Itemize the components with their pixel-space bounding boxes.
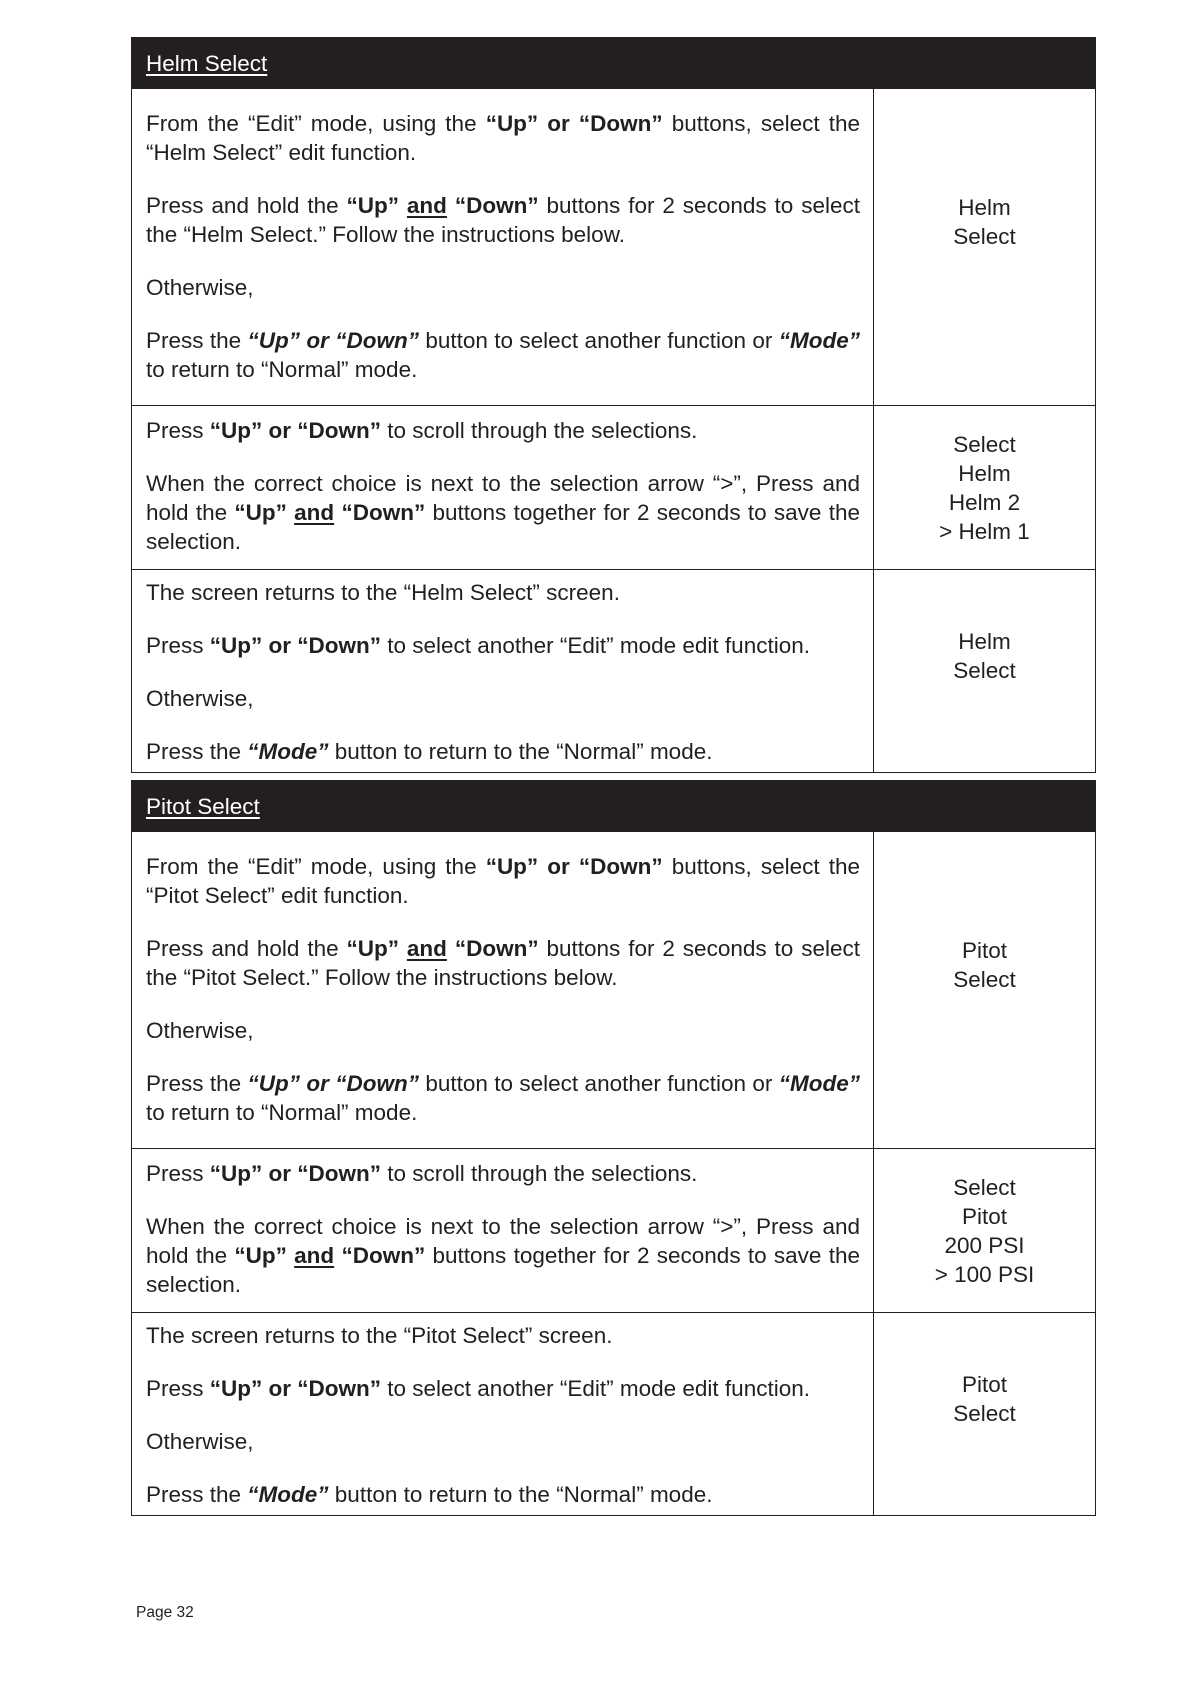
text-run: to scroll through the selections. [381,418,698,443]
button-name: “Up” [346,936,407,961]
text-run: Otherwise, [146,1429,254,1454]
instruction-paragraph [146,1374,860,1403]
text-run: button to select another function or [419,1071,779,1096]
display-screen [874,570,1095,772]
text-run: buttons together for 2 seconds to save the selection. [146,500,860,554]
display-screen [874,89,1095,405]
text-run: Press [146,1161,210,1186]
instruction-row [132,1312,1095,1515]
section-title: Pitot Select [146,794,260,819]
pitot-select-section [131,780,1096,1516]
text-run: buttons, select the “Pitot Select” edit function. [146,854,860,908]
instruction-paragraph [146,273,860,302]
emphasis-word: and [406,936,447,961]
instruction-row [132,831,1095,1148]
emphasis-word: and [294,1243,335,1268]
instruction-text [132,89,874,405]
text-run: Press the [146,739,248,764]
instruction-text [132,406,874,569]
instruction-paragraph [146,1480,860,1509]
instruction-row [132,88,1095,405]
text-run: Press the [146,1071,248,1096]
helm-select-section [131,37,1096,773]
text-run: button to return to the “Normal” mode. [328,739,713,764]
display-line: 200 PSI [944,1232,1025,1258]
text-run: to select another “Edit” mode edit function. [381,633,810,658]
display-line: Select [953,658,1016,683]
instruction-paragraph [146,469,860,556]
instruction-paragraph [146,737,860,766]
instruction-paragraph [146,191,860,249]
instruction-row [132,1148,1095,1312]
button-name: “Down” [446,193,539,218]
instruction-paragraph [146,934,860,992]
display-line: Select [953,224,1016,249]
button-name: “Up” or “Down” [209,1376,381,1401]
instruction-paragraph [146,1069,860,1127]
text-run: Press the [146,328,248,353]
button-name: “Up” or “Down” [209,418,381,443]
display-line: Helm [958,460,1011,486]
display-line: Select [953,1174,1016,1200]
instruction-text [132,832,874,1148]
display-line: Pitot [961,1372,1008,1397]
text-run: to scroll through the selections. [381,1161,698,1186]
text-run: button to return to the “Normal” mode. [328,1482,713,1507]
instruction-text [132,1149,874,1312]
section-header [132,38,1095,88]
display-line: > Helm 1 [939,518,1030,544]
section-title: Helm Select [146,51,268,76]
button-name: “Mode” [778,1071,861,1096]
instruction-paragraph [146,684,860,713]
instruction-paragraph [146,1016,860,1045]
button-name: “Down” [334,500,426,525]
instruction-paragraph [146,852,860,910]
instruction-paragraph [146,1321,860,1350]
button-name: “Up” or “Down” [485,854,663,879]
button-name: “Up” or “Down” [209,633,381,658]
text-run: From the “Edit” mode, using the [146,854,486,879]
instruction-text [132,1313,874,1515]
text-run: buttons for 2 seconds to select the “Pitot Select.” Follow the instructions below. [146,936,860,990]
instruction-paragraph [146,109,860,167]
button-name: “Up” or “Down” [247,1071,419,1096]
button-name: “Up” or “Down” [247,328,419,353]
instruction-paragraph [146,1427,860,1456]
instruction-paragraph [146,631,860,660]
display-line: Helm 2 [948,489,1021,515]
section-header [132,781,1095,831]
display-line: Select [953,1401,1016,1426]
page-number: Page 32 [136,1604,194,1621]
text-run: Press and hold the [146,193,347,218]
display-screen [874,1313,1095,1515]
text-run: When the correct choice is next to the selection arrow “>”, Press and hold the [146,1214,860,1268]
button-name: “Mode” [247,739,329,764]
instruction-paragraph [146,1212,860,1299]
text-run: button to select another function or [419,328,779,353]
display-line: Helm [958,629,1011,654]
text-run: Otherwise, [146,1018,254,1043]
text-run: From the “Edit” mode, using the [146,111,486,136]
text-run: buttons for 2 seconds to select the “Helm Select.” Follow the instructions below. [146,193,860,247]
button-name: “Mode” [247,1482,329,1507]
display-line: Select [953,967,1016,992]
text-run: Press the [146,1482,248,1507]
instruction-paragraph [146,1159,860,1188]
button-name: “Down” [446,936,539,961]
emphasis-word: and [406,193,447,218]
text-run: buttons together for 2 seconds to save the selection. [146,1243,860,1297]
text-run: The screen returns to the “Pitot Select” screen. [146,1323,613,1348]
instruction-paragraph [146,578,860,607]
text-run: When the correct choice is next to the selection arrow “>”, Press and hold the [146,471,860,525]
text-run: Press and hold the [146,936,347,961]
text-run: Press [146,1376,210,1401]
display-line: Select [953,431,1016,457]
button-name: “Mode” [778,328,861,353]
instruction-row [132,405,1095,569]
display-line: Pitot [961,1203,1008,1229]
text-run: Press [146,633,210,658]
display-line: Pitot [961,938,1008,963]
button-name: “Up” [234,1243,295,1268]
display-screen [874,406,1095,569]
text-run: to select another “Edit” mode edit function. [381,1376,810,1401]
button-name: “Up” [346,193,407,218]
display-line: Helm [958,195,1011,220]
instruction-paragraph [146,416,860,445]
emphasis-word: and [294,500,335,525]
text-run: Otherwise, [146,275,254,300]
text-run: Press [146,418,210,443]
instruction-paragraph [146,326,860,384]
text-run: to return to “Normal” mode. [146,357,418,382]
button-name: “Up” [234,500,295,525]
button-name: “Up” or “Down” [485,111,663,136]
button-name: “Down” [334,1243,426,1268]
instruction-row [132,569,1095,772]
text-run: Otherwise, [146,686,254,711]
text-run: buttons, select the “Helm Select” edit function. [146,111,860,165]
text-run: to return to “Normal” mode. [146,1100,418,1125]
instruction-text [132,570,874,772]
display-screen [874,832,1095,1148]
text-run: The screen returns to the “Helm Select” screen. [146,580,620,605]
button-name: “Up” or “Down” [209,1161,381,1186]
display-screen [874,1149,1095,1312]
display-line: > 100 PSI [934,1261,1035,1287]
